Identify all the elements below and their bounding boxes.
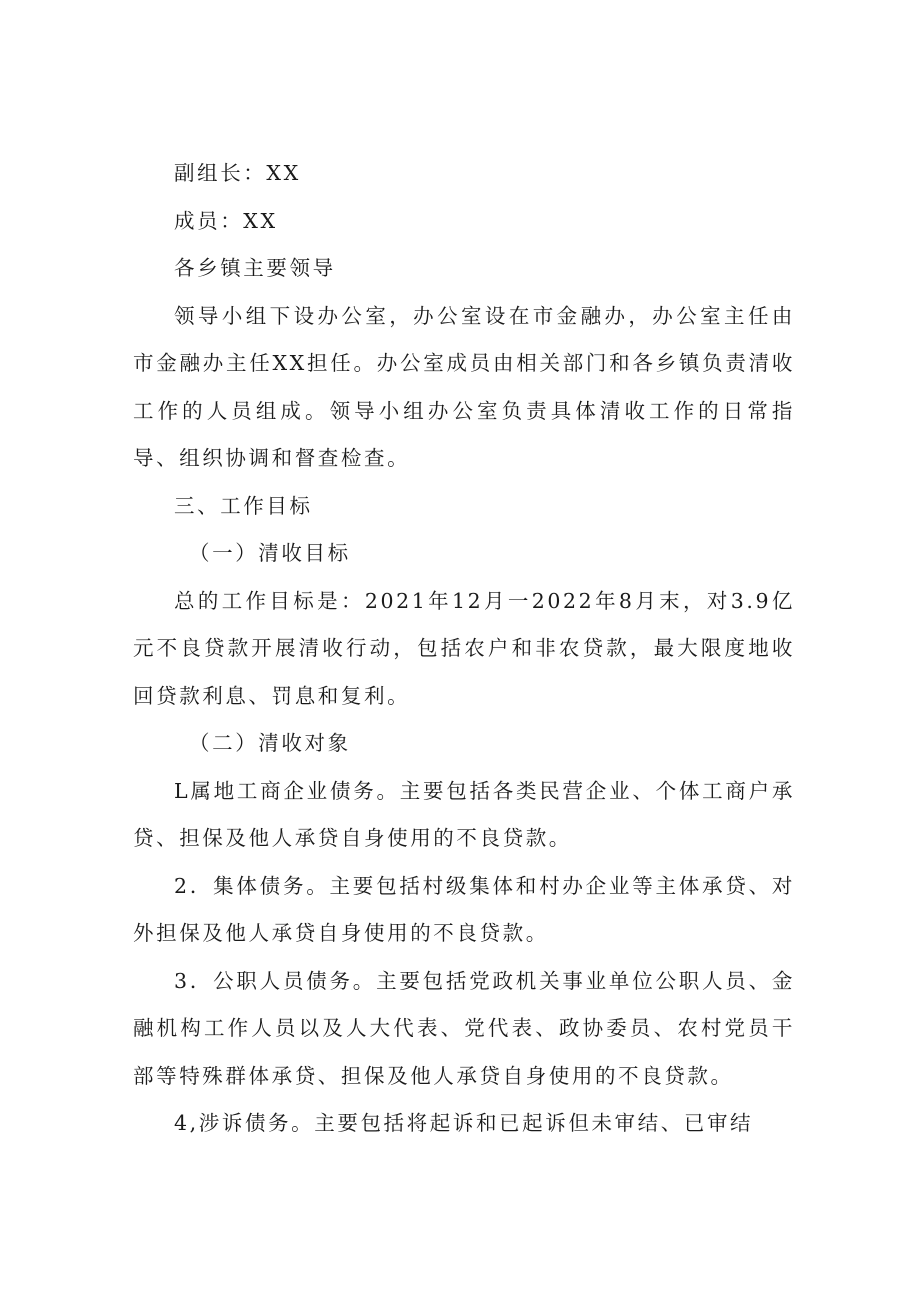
paragraph-office-setup: 领导小组下设办公室，办公室设在市金融办，办公室主任由市金融办主任XX担任。办公室成员由相关部门和各乡镇负责清收工作的人员组成。领导小组办公室负责具体清收工作的日常指导、组织协调和督查检查。 (133, 303, 795, 470)
list-item-public-official-debt: 3．公职人员债务。主要包括党政机关事业单位公职人员、金融机构工作人员以及人大代表、党代表、政协委员、农村党员干部等特殊群体承贷、担保及他人承贷自身使用的不良贷款。 (133, 968, 795, 1088)
list-item-litigation-debt: 4,涉诉债务。主要包括将起诉和已起诉但未审结、已审结 (174, 1111, 754, 1135)
paragraph-township-leaders: 各乡镇主要领导 (174, 256, 336, 280)
paragraph-vice-leader: 副组长：XX (174, 161, 301, 185)
document-body (133, 150, 795, 1148)
paragraph-members: 成员：XX (174, 208, 278, 233)
list-item-enterprise-debt: L属地工商企业债务。主要包括各类民营企业、个体工商户承贷、担保及他人承贷自身使用的不良贷款。 (133, 778, 795, 850)
list-item-collective-debt: 2．集体债务。主要包括村级集体和村办企业等主体承贷、对外担保及他人承贷自身使用的不良贷款。 (133, 873, 795, 945)
section-heading-work-goals: 三、工作目标 (174, 493, 313, 518)
subheading-collection-goal: （一）清收目标 (189, 541, 351, 565)
paragraph-overall-goal: 总的工作目标是：2021年12月一2022年8月末，对3.9亿元不良贷款开展清收行动，包括农户和非农贷款，最大限度地收回贷款利息、罚息和复利。 (133, 588, 795, 708)
subheading-collection-targets: （二）清收对象 (189, 731, 351, 755)
